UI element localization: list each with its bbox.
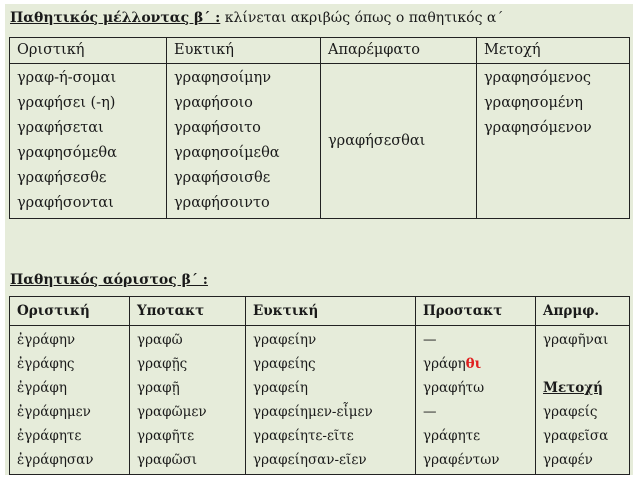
list-item: γραφησόμενος <box>484 70 592 86</box>
list-item: γραφείη <box>253 380 308 396</box>
metoxi-label: Μετοχή <box>543 380 603 396</box>
list-item: γραφήσει (-η) <box>17 95 116 111</box>
list-item: γραφείησαν-εῖεν <box>253 452 367 468</box>
metoxi-column <box>477 64 630 219</box>
list-item: ἐγράφη <box>17 380 67 396</box>
list-item: γραφησόμεθα <box>17 145 117 161</box>
aparemfato-metoxi-column <box>536 326 630 475</box>
list-item: γραφήσοιντο <box>174 195 270 211</box>
header-prostaktiki: Προστακτ <box>416 297 536 326</box>
list-item: γραφησοίμην <box>174 70 272 86</box>
list-item: γραφέν <box>543 452 593 468</box>
section2-title: Παθητικός αόριστος β΄ : <box>10 272 208 288</box>
list-item: γραφήσεσθε <box>17 170 107 186</box>
future-passive-table <box>9 37 630 219</box>
list-item: γραφῶσι <box>137 452 198 468</box>
list-item: γραφείης <box>253 356 316 372</box>
imperative-stem: γράφη <box>423 356 466 372</box>
table-header-row <box>10 297 630 326</box>
header-metoxi: Μετοχή <box>477 38 630 64</box>
section2-heading <box>10 272 208 288</box>
header-aparemfato: Απαρέμφατο <box>321 38 477 64</box>
table-row <box>10 64 630 219</box>
list-item: γραφῶ <box>137 332 183 348</box>
list-item: γραφησομένη <box>484 95 583 111</box>
header-oristiki: Οριστική <box>10 38 167 64</box>
content-panel <box>5 4 633 475</box>
ypotaktiki-column <box>130 326 246 475</box>
list-item: γραφῇ <box>137 380 180 396</box>
list-item: γραφήσοιτο <box>174 120 261 136</box>
list-item: ἐγράφην <box>17 332 76 348</box>
oristiki-column <box>10 326 130 475</box>
list-item: γραφείητε-εῖτε <box>253 428 354 444</box>
list-item: γραφ-ή-σομαι <box>17 70 117 86</box>
list-item: γραφείς <box>543 404 598 420</box>
header-aparemfato: Απρμφ. <box>536 297 630 326</box>
list-item: γραφείην <box>253 332 317 348</box>
list-item: γραφήσοιο <box>174 95 253 111</box>
list-item: γραφέντων <box>423 452 500 468</box>
list-item: — <box>423 404 437 420</box>
table-row <box>10 326 630 475</box>
header-ypotaktiki: Υποτακτ <box>130 297 246 326</box>
list-item: γραφήσοισθε <box>174 170 271 186</box>
list-item: γραφῆτε <box>137 428 195 444</box>
list-item: γραφήσονται <box>17 195 114 211</box>
aorist-passive-table <box>9 296 630 475</box>
list-item: γραφησοίμεθα <box>174 145 280 161</box>
oristiki-column <box>10 64 167 219</box>
list-item <box>423 352 535 376</box>
list-item: γραφησόμενον <box>484 120 592 136</box>
list-item: γραφείημεν-εἶμεν <box>253 404 373 420</box>
spacer <box>543 352 629 376</box>
prostaktiki-column <box>416 326 536 475</box>
list-item: γραφήτω <box>423 380 485 396</box>
section1-subtitle: κλίνεται ακριβώς όπως ο παθητικός α΄ <box>224 10 504 26</box>
header-oristiki: Οριστική <box>10 297 130 326</box>
list-item: ἐγράφης <box>17 356 75 372</box>
header-euktiki: Ευκτική <box>246 297 416 326</box>
header-euktiki: Ευκτική <box>167 38 321 64</box>
aparemfato-value: γραφῆναι <box>543 332 609 348</box>
section1-title: Παθητικός μέλλοντας β΄ : <box>10 10 221 26</box>
list-item: ἐγράφημεν <box>17 404 91 420</box>
euktiki-column <box>246 326 416 475</box>
list-item: — <box>423 332 437 348</box>
list-item: γραφῶμεν <box>137 404 207 420</box>
imperative-ending-highlight: θι <box>465 356 482 372</box>
list-item: γράφητε <box>423 428 481 444</box>
section1-heading <box>10 10 503 26</box>
list-item: ἐγράφητε <box>17 428 82 444</box>
list-item: γραφεῖσα <box>543 428 609 444</box>
list-item: γραφήσεται <box>17 120 104 136</box>
list-item: ἐγράφησαν <box>17 452 94 468</box>
table-header-row <box>10 38 630 64</box>
list-item: γραφῇς <box>137 356 188 372</box>
euktiki-column <box>167 64 321 219</box>
aparemfato-cell: γραφήσεσθαι <box>321 64 477 219</box>
